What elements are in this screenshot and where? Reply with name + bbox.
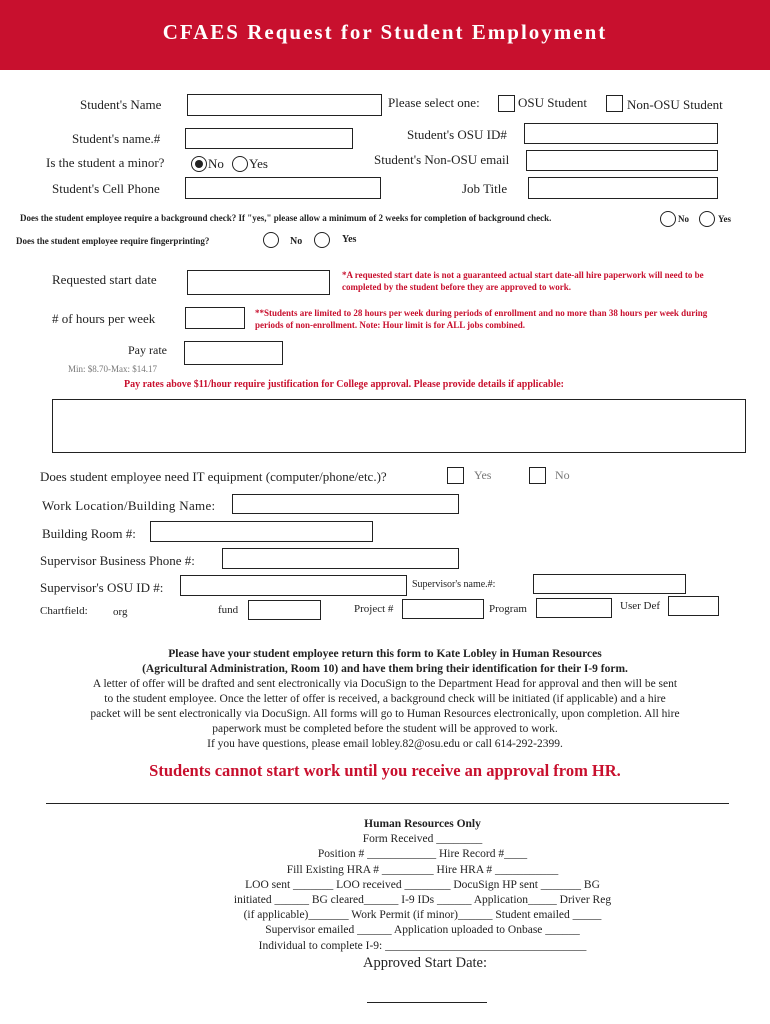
background-no-label: No xyxy=(678,214,689,224)
background-no-radio[interactable] xyxy=(660,211,676,227)
chartfield-user-def-label: User Def xyxy=(620,600,661,612)
non-osu-student-label: Non-OSU Student xyxy=(627,97,723,112)
hr-title: Human Resources Only xyxy=(364,818,481,830)
hours-label: # of hours per week xyxy=(52,311,156,326)
building-room-label: Building Room #: xyxy=(42,526,136,541)
instructions-line-2: (Agricultural Administration, Room 10) and have them bring their identification for their I-9 form. xyxy=(142,663,628,675)
building-room-input[interactable] xyxy=(150,521,373,542)
non-osu-email-label: Student's Non-OSU email xyxy=(374,152,510,167)
divider-line xyxy=(46,803,729,804)
it-no-label: No xyxy=(555,468,570,482)
instructions-block xyxy=(0,647,770,752)
supervisor-phone-input[interactable] xyxy=(222,548,459,569)
pay-range: Min: $8.70-Max: $14.17 xyxy=(68,364,157,374)
fingerprinting-question: Does the student employee require fingerprinting? xyxy=(16,236,210,246)
pay-justification-note: Pay rates above $11/hour require justification for College approval. Please provide details if applicable: xyxy=(124,379,564,390)
hr-line-7: Supervisor emailed ______ Application uploaded to Onbase ______ xyxy=(265,924,580,937)
chartfield-project-label: Project # xyxy=(354,603,394,615)
supervisor-osu-id-input[interactable] xyxy=(180,575,407,596)
start-date-label: Requested start date xyxy=(52,272,157,287)
pay-rate-input[interactable] xyxy=(184,341,283,365)
chartfield-fund-input[interactable] xyxy=(248,600,321,620)
minor-yes-label: Yes xyxy=(249,156,268,171)
cell-phone-label: Student's Cell Phone xyxy=(52,181,160,196)
student-name-num-label: Student's name.# xyxy=(72,131,161,146)
supervisor-name-label: Supervisor's name.#: xyxy=(412,579,496,590)
it-equipment-question: Does student employee need IT equipment (computer/phone/etc.)? xyxy=(40,469,387,484)
work-location-input[interactable] xyxy=(232,494,459,514)
chartfield-org-label: org xyxy=(113,606,128,618)
background-check-question: Does the student employee require a background check? If "yes," please allow a minimum of 2 weeks for completion of background check. xyxy=(20,213,552,223)
supervisor-name-input[interactable] xyxy=(533,574,686,594)
start-date-input[interactable] xyxy=(187,270,330,295)
student-name-input[interactable] xyxy=(187,94,382,116)
job-title-label: Job Title xyxy=(462,181,508,196)
chartfield-label: Chartfield: xyxy=(40,605,88,617)
it-yes-label: Yes xyxy=(474,468,492,482)
approval-warning: Students cannot start work until you receive an approval from HR. xyxy=(149,761,621,780)
fingerprint-no-radio[interactable] xyxy=(263,232,279,248)
job-title-input[interactable] xyxy=(528,177,718,199)
form-title: CFAES Request for Student Employment xyxy=(162,20,608,44)
work-location-label: Work Location/Building Name: xyxy=(42,498,216,513)
approved-start-date-label: Approved Start Date: xyxy=(362,955,488,971)
hr-line-3: Fill Existing HRA # _________ Hire HRA # ___________ xyxy=(286,863,559,876)
osu-id-input[interactable] xyxy=(524,123,718,144)
student-name-num-input[interactable] xyxy=(185,128,353,149)
background-yes-label: Yes xyxy=(718,214,731,224)
fingerprint-yes-radio[interactable] xyxy=(314,232,330,248)
supervisor-phone-label: Supervisor Business Phone #: xyxy=(40,553,195,568)
osu-student-label: OSU Student xyxy=(518,95,587,110)
it-yes-checkbox[interactable] xyxy=(447,467,464,484)
minor-no-label: No xyxy=(208,156,224,171)
instructions-line-5: packet will be sent electronically via DocuSign. All forms will go to Human Resources electronically, upon completion. All hire xyxy=(90,708,680,720)
chartfield-project-input[interactable] xyxy=(402,599,484,619)
student-name-label: Student's Name xyxy=(80,97,162,112)
hr-line-6: (if applicable)_______ Work Permit (if minor)______ Student emailed _____ xyxy=(243,909,602,922)
start-date-note: *A requested start date is not a guaranteed actual start date-all hire paperwork will need to be completed by the student before they are approved to work. xyxy=(342,270,704,292)
hr-line-8: Individual to complete I-9: ___________________________________ xyxy=(258,939,587,952)
supervisor-osu-id-label: Supervisor's OSU ID #: xyxy=(40,580,164,595)
chartfield-fund-label: fund xyxy=(218,604,239,616)
instructions-line-1: Please have your student employee return this form to Kate Lobley in Human Resources xyxy=(168,648,602,660)
chartfield-program-input[interactable] xyxy=(536,598,612,618)
pay-rate-label: Pay rate xyxy=(128,343,167,357)
non-osu-student-checkbox[interactable] xyxy=(606,95,623,112)
approved-start-date-line[interactable] xyxy=(367,1002,487,1003)
hr-line-4: LOO sent _______ LOO received ________ DocuSign HP sent _______ BG xyxy=(245,878,600,891)
select-one-label: Please select one: xyxy=(388,95,480,110)
hr-line-5: initiated ______ BG cleared______ I-9 IDs ______ Application_____ Driver Reg xyxy=(233,894,612,907)
minor-yes-radio[interactable] xyxy=(232,156,248,172)
fingerprint-yes-label: Yes xyxy=(342,234,357,245)
instructions-line-3: A letter of offer will be drafted and sent electronically via DocuSign to the Department Head for approval and then will be sent xyxy=(92,678,678,690)
hr-only-block xyxy=(0,817,770,954)
it-no-checkbox[interactable] xyxy=(529,467,546,484)
osu-student-checkbox[interactable] xyxy=(498,95,515,112)
hr-line-2: Position # ____________ Hire Record #____ xyxy=(317,848,528,861)
background-yes-radio[interactable] xyxy=(699,211,715,227)
chartfield-org-input[interactable] xyxy=(137,600,211,618)
fingerprint-no-label: No xyxy=(290,236,303,247)
osu-id-label: Student's OSU ID# xyxy=(407,127,507,142)
instructions-line-4: to the student employee. Once the letter of offer is received, a background check will be initiated (if applicable) and a hire xyxy=(104,693,666,705)
hr-line-1: Form Received ________ xyxy=(362,833,483,846)
cell-phone-input[interactable] xyxy=(185,177,381,199)
chartfield-user-def-input[interactable] xyxy=(668,596,719,616)
pay-justification-textarea[interactable] xyxy=(52,399,746,453)
non-osu-email-input[interactable] xyxy=(526,150,718,171)
chartfield-program-label: Program xyxy=(489,603,527,615)
hours-input[interactable] xyxy=(185,307,245,329)
hours-note: **Students are limited to 28 hours per week during periods of enrollment and no more than 38 hours per week during periods of non-enrollment. Note: Hour limit is for ALL jobs combined. xyxy=(255,308,708,330)
instructions-line-6: paperwork must be completed before the student will be approved to work. xyxy=(212,723,558,735)
instructions-line-7: If you have questions, please email lobley.82@osu.edu or call 614-292-2399. xyxy=(207,738,563,750)
minor-label: Is the student a minor? xyxy=(46,155,165,170)
minor-no-radio[interactable] xyxy=(191,156,207,172)
